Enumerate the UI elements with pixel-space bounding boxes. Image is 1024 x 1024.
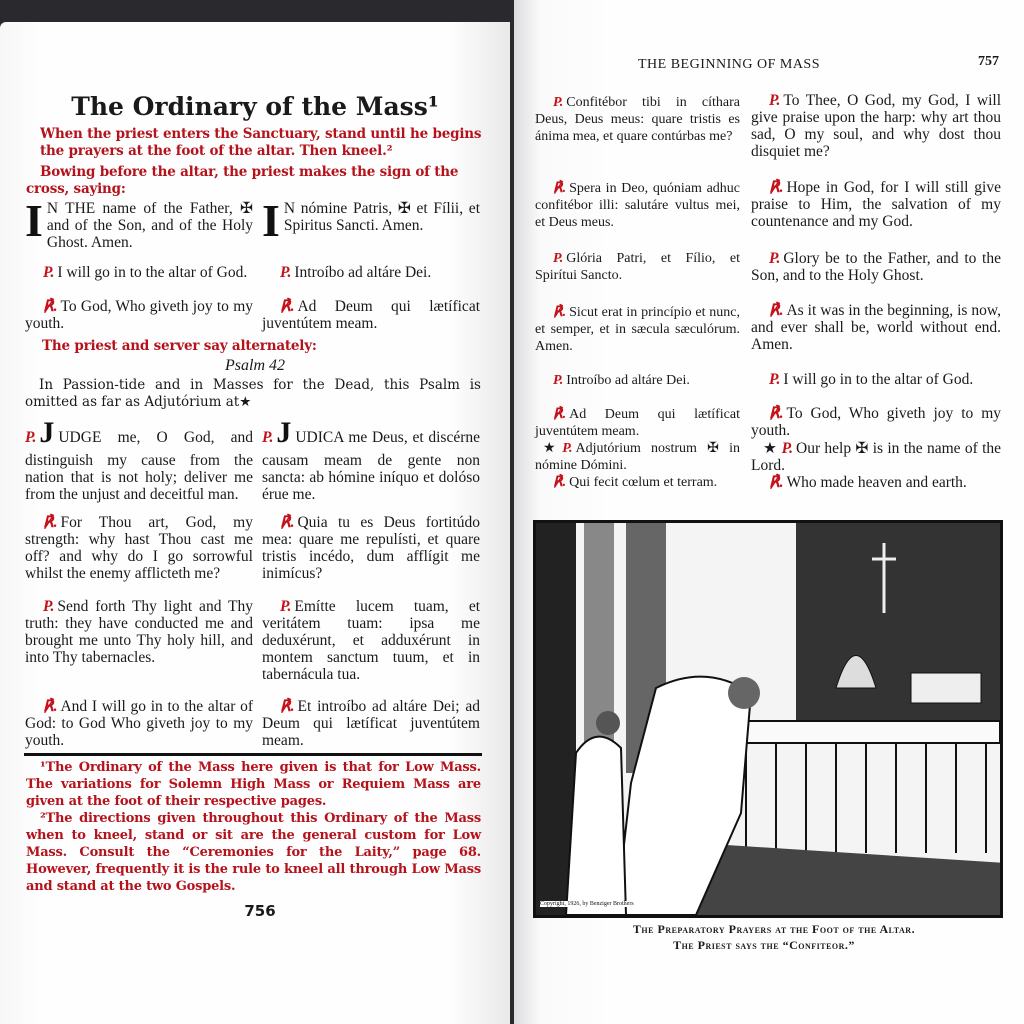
text: UDGE me, O God, and distinguish my cause from the nation that is not holy; deliver me from the unjust and deceitful man.: [25, 429, 253, 503]
response-marker: ℟.: [553, 407, 567, 422]
priest-marker: P.: [43, 598, 55, 615]
priest-marker: P.: [769, 250, 781, 267]
text: Ad Deum qui lætíficat juventútem meam.: [535, 407, 740, 439]
rubric-alternately: The priest and server say alternately:: [42, 338, 317, 354]
text: Sicut erat in princípio et nunc, et semper, et in sæcula sæculórum. Amen.: [535, 305, 740, 354]
versicle-latin: [262, 264, 480, 281]
text: Spera in Deo, quóniam adhuc confitébor illi: salutáre vultus mei, et Deus meus.: [535, 181, 740, 230]
adjutorium-latin: [535, 440, 740, 474]
drop-cap: J: [276, 416, 292, 449]
response-marker: ℟.: [553, 181, 567, 196]
text: Confitébor tibi in cíthara Deus, Deus meus: quare tristis es ánima mea, et quare contúrbas me?: [535, 95, 740, 144]
text: I will go in to the altar of God.: [57, 264, 248, 281]
caption-line-1: The Preparatory Prayers at the Foot of the Altar.: [632, 922, 916, 936]
for-thou-english: [25, 514, 253, 582]
text: Send forth Thy light and Thy truth: they have conducted me and brought me unto Thy holy hill, and into Thy tabernacles.: [25, 598, 253, 666]
versicle-english: [25, 264, 253, 281]
text: Et introíbo ad altáre Dei; ad Deum qui lætíficat juventútem meam.: [262, 698, 480, 749]
gloria-latin: [535, 250, 740, 284]
text: N THE name of the Father, ✠ and of the Son, and of the Holy Ghost. Amen.: [46, 200, 253, 251]
text: Quia tu es Deus fortitúdo mea: quare me repulísti, et quare tristis incédo, dum afflígit me inimícus?: [262, 514, 480, 582]
text: Glória Patri, et Fílio, et Spirítui Sancto.: [535, 251, 740, 283]
response-marker: ℟.: [769, 405, 784, 422]
spera-english: [751, 179, 1001, 230]
send-forth-latin: [262, 598, 480, 683]
psalm-title: Psalm 42: [225, 357, 285, 374]
footnote-2: ²The directions given throughout this Ordinary of the Mass when to kneel, stand or sit are the general custom for Low Mass. Consult the “Ceremonies for the Laity,” page 68. However, frequently it is the rule to kneel all through Low Mass and stand at the two Gospels.: [26, 811, 481, 894]
text: Glory be to the Father, and to the Son, and to the Holy Ghost.: [751, 250, 1001, 284]
sign-of-cross-latin: [262, 195, 480, 246]
text: Who made heaven and earth.: [786, 474, 967, 491]
ad-deum-latin: [535, 406, 740, 440]
text: Introíbo ad altáre Dei.: [294, 264, 432, 281]
response-marker: ℟.: [43, 698, 58, 715]
confitebor-latin: [535, 94, 740, 145]
text: To Thee, O God, my God, I will give praise upon the harp: why art thou sad, O my soul, and why dost thou disquiet me?: [751, 92, 1001, 160]
star-icon: ★: [543, 441, 563, 456]
response-marker: ℟.: [553, 475, 567, 490]
gloria-english: [751, 250, 1001, 284]
text: To God, Who giveth joy to my youth.: [751, 405, 1001, 439]
text: N nómine Patris, ✠ et Fílii, et Spiritus Sancti. Amen.: [283, 200, 480, 234]
illustration-priest-at-altar: [533, 520, 1003, 918]
sicut-english: [751, 302, 1001, 353]
text: Adjutórium nostrum ✠ in nómine Dómini.: [535, 441, 740, 473]
priest-marker: P.: [553, 251, 564, 266]
text: Qui fecit cœlum et terram.: [569, 475, 718, 490]
response-latin: [262, 298, 480, 332]
priest-marker: P.: [280, 264, 292, 281]
page-title: The Ordinary of the Mass¹: [71, 92, 439, 121]
for-thou-latin: [262, 514, 480, 582]
priest-marker: P.: [769, 92, 781, 109]
rubric-enter: When the priest enters the Sanctuary, stand until he begins the prayers at the foot of the altar. Then kneel.²: [40, 126, 482, 159]
altar-engraving: [536, 523, 1000, 915]
text: To God, Who giveth joy to my youth.: [25, 298, 253, 332]
response-marker: ℟.: [553, 305, 567, 320]
text: For Thou art, God, my strength: why hast Thou cast me off? and why do I go sorrowful whilst the enemy afflicteth me?: [25, 514, 253, 582]
sicut-latin: [535, 304, 740, 355]
priest-marker: P.: [781, 440, 794, 457]
response-marker: ℟.: [769, 302, 784, 319]
response-marker: ℟.: [280, 298, 295, 315]
text: Our help ✠ is in the name of the Lord.: [751, 440, 1002, 474]
drop-cap: I: [25, 195, 43, 246]
response-marker: ℟.: [43, 514, 58, 531]
adjutorium-english: [751, 440, 1001, 474]
send-forth-english: [25, 598, 253, 666]
priest-marker: P.: [262, 429, 274, 446]
intro-latin: [535, 372, 740, 389]
left-page: [0, 22, 510, 1024]
priest-marker: P.: [43, 264, 55, 281]
response-marker: ℟.: [43, 298, 58, 315]
and-i-will-latin: [262, 698, 480, 749]
confitebor-english: [751, 92, 1001, 160]
qui-fecit-latin: [535, 474, 740, 491]
text: And I will go in to the altar of God: to God Who giveth joy to my youth.: [25, 698, 253, 749]
text: I will go in to the altar of God.: [783, 371, 974, 388]
psalm-note: In Passion-tide and in Masses for the Dead, this Psalm is omitted as far as Adjutórium at★: [25, 377, 481, 410]
rubric-bowing: Bowing before the altar, the priest makes the sign of the cross, saying:: [26, 164, 459, 197]
priest-marker: P.: [553, 95, 564, 110]
qui-fecit-english: [751, 474, 1001, 491]
ad-deum-english: [751, 405, 1001, 439]
drop-cap: J: [39, 416, 55, 449]
priest-marker: P.: [280, 598, 292, 615]
judge-latin: [262, 414, 480, 503]
running-head: THE BEGINNING OF MASS: [638, 57, 821, 72]
priest-marker: P.: [553, 373, 564, 388]
footnote-1: ¹The Ordinary of the Mass here given is that for Low Mass. The variations for Solemn High Mass or Requiem Mass are given at the foot of their respective pages.: [26, 760, 481, 809]
text: Hope in God, for I will still give praise to Him, the salvation of my countenance and my God.: [751, 179, 1001, 230]
response-marker: ℟.: [769, 474, 784, 491]
page-number: 757: [978, 54, 999, 69]
text: Introíbo ad altáre Dei.: [566, 373, 690, 388]
caption-line-2: The Priest says the “Confiteor.”: [673, 938, 855, 952]
spera-latin: [535, 180, 740, 231]
response-marker: ℟.: [280, 698, 295, 715]
text: UDICA me Deus, et discérne causam meam de gente non sancta: ab hómine iníquo et dolóso érue me.: [262, 429, 480, 503]
text: Ad Deum qui lætíficat juventútem meam.: [262, 298, 480, 332]
drop-cap: I: [262, 195, 280, 246]
priest-marker: P.: [25, 429, 37, 446]
response-marker: ℟.: [769, 179, 784, 196]
star-icon: ★: [763, 440, 778, 457]
and-i-will-english: [25, 698, 253, 749]
right-page: [514, 0, 1024, 1024]
sign-of-cross-english: [25, 195, 253, 251]
response-english: [25, 298, 253, 332]
text: As it was in the beginning, is now, and ever shall be, world without end. Amen.: [751, 302, 1001, 353]
judge-english: [25, 414, 253, 503]
illustration-credit: Copyright, 1926, by Benziger Brothers: [540, 901, 634, 907]
priest-marker: P.: [562, 441, 573, 456]
page-number: 756: [244, 902, 276, 920]
text: Emítte lucem tuam, et veritátem tuam: ipsa me deduxérunt, et adduxérunt in montem sanctum tuum, et in tabernácula tua.: [262, 598, 480, 683]
footnote-divider: [24, 753, 482, 756]
priest-marker: P.: [769, 371, 781, 388]
response-marker: ℟.: [280, 514, 295, 531]
intro-english: [751, 371, 1001, 388]
